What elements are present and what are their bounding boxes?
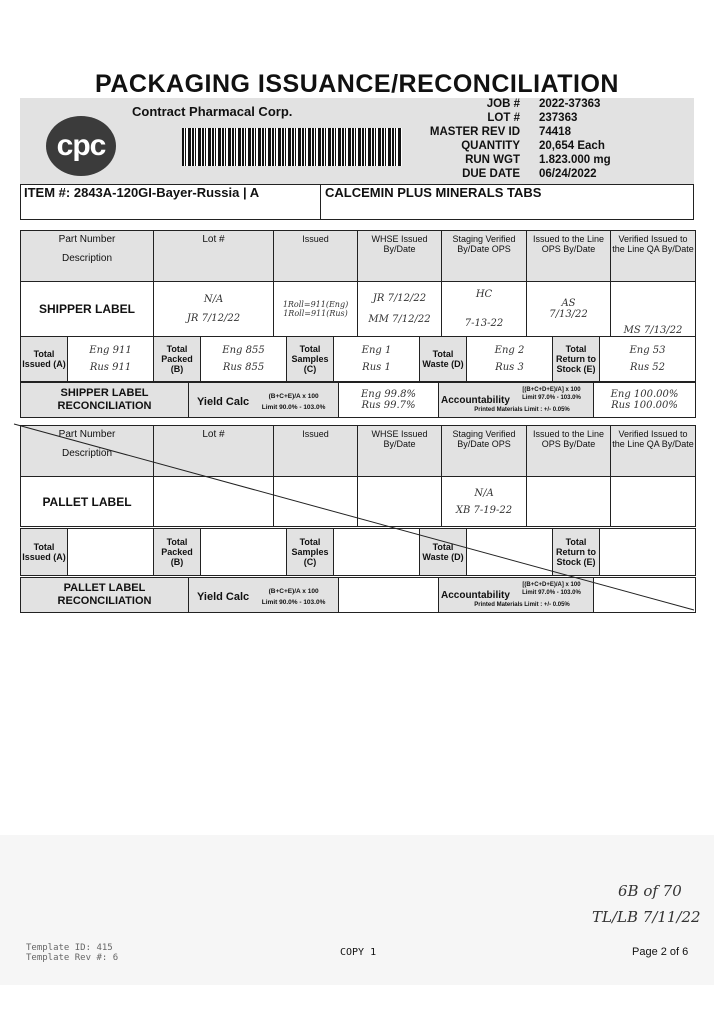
due-date-value: 06/24/2022 <box>539 168 597 180</box>
total-issued-value: Eng 911 Rus 911 <box>68 337 154 382</box>
total-return-value: Eng 53 Rus 52 <box>600 337 696 382</box>
pallet-total-packed-label: Total Packed (B) <box>154 529 201 576</box>
lot-header: Lot # <box>154 231 274 282</box>
run-wgt-label: RUN WGT <box>465 154 520 166</box>
handwritten-initials: TL/LB 7/11/22 <box>592 908 701 926</box>
verified-header: Verified Issued to the Line QA By/Date <box>611 231 696 282</box>
handwritten-count: 6B of 70 <box>618 882 682 900</box>
pallet-part-number-header: Part Number Description <box>21 426 154 477</box>
total-return-label: Total Return to Stock (E) <box>553 337 600 382</box>
pallet-line-header: Issued to the Line OPS By/Date <box>527 426 611 477</box>
pallet-total-return-label: Total Return to Stock (E) <box>553 529 600 576</box>
quantity-value: 20,654 Each <box>539 140 605 152</box>
item-code: 2843A-120GI-Bayer-Russia | A <box>73 185 260 200</box>
pallet-total-waste-label: Total Waste (D) <box>420 529 467 576</box>
total-issued-label: Total Issued (A) <box>21 337 68 382</box>
pallet-total-issued-label: Total Issued (A) <box>21 529 68 576</box>
shipper-issued-cell: 1Roll=911(Eng) 1Roll=911(Rus) <box>274 282 358 337</box>
line-header: Issued to the Line OPS By/Date <box>527 231 611 282</box>
master-rev-value: 74418 <box>539 126 571 138</box>
total-packed-value: Eng 855 Rus 855 <box>201 337 287 382</box>
quantity-label: QUANTITY <box>461 140 520 152</box>
shipper-yield-value: Eng 99.8% Rus 99.7% <box>339 383 439 418</box>
total-waste-value: Eng 2 Rus 3 <box>467 337 553 382</box>
job-value: 2022-37363 <box>539 98 601 110</box>
master-rev-label: MASTER REV ID <box>429 126 520 138</box>
shipper-line-cell: AS 7/13/22 <box>527 282 611 337</box>
shipper-recon-label: SHIPPER LABEL RECONCILIATION <box>21 383 189 418</box>
pallet-lot-header: Lot # <box>154 426 274 477</box>
total-packed-label: Total Packed (B) <box>154 337 201 382</box>
pallet-yield-calc: Yield Calc (B+C+E)/A x 100 Limit 90.0% - 103.0% <box>189 578 339 613</box>
job-label: JOB # <box>486 98 520 110</box>
item-label: ITEM #: <box>24 185 71 200</box>
shipper-lot-cell: N/A JR 7/12/22 <box>154 282 274 337</box>
template-id: Template ID: 415 <box>26 943 113 953</box>
part-number-header: Part Number Description <box>21 231 154 282</box>
pallet-issued-header: Issued <box>274 426 358 477</box>
page-title: PACKAGING ISSUANCE/RECONCILIATION <box>95 70 619 98</box>
shipper-label-cell: SHIPPER LABEL <box>21 282 154 337</box>
pallet-staging-cell: N/A XB 7-19-22 <box>442 477 527 527</box>
pallet-total-samples-label: Total Samples (C) <box>287 529 334 576</box>
pallet-recon-label: PALLET LABEL RECONCILIATION <box>21 578 189 613</box>
shipper-verified-cell: MS 7/13/22 <box>611 282 696 337</box>
pallet-accountability: Accountability [(B+C+D+E)/A] x 100 Limit 97.0% - 103.0% Printed Materials Limit : +/- 0.05% <box>439 578 594 613</box>
page-number: Page 2 of 6 <box>632 946 689 958</box>
shipper-whse-cell: JR 7/12/22 MM 7/12/22 <box>358 282 442 337</box>
item-name: CALCEMIN PLUS MINERALS TABS <box>321 185 694 220</box>
template-rev: Template Rev #: 6 <box>26 953 119 963</box>
whse-header: WHSE Issued By/Date <box>358 231 442 282</box>
due-date-label: DUE DATE <box>462 168 520 180</box>
shipper-accountability-value: Eng 100.00% Rus 100.00% <box>594 383 696 418</box>
pallet-staging-header: Staging Verified By/Date OPS <box>442 426 527 477</box>
pallet-verified-header: Verified Issued to the Line QA By/Date <box>611 426 696 477</box>
shipper-yield-calc: Yield Calc (B+C+E)/A x 100 Limit 90.0% - 103.0% <box>189 383 339 418</box>
company-name: Contract Pharmacal Corp. <box>132 104 293 119</box>
lot-label: LOT # <box>487 112 520 124</box>
total-waste-label: Total Waste (D) <box>420 337 467 382</box>
run-wgt-value: 1.823.000 mg <box>539 154 611 166</box>
shipper-accountability: Accountability [(B+C+D+E)/A] x 100 Limit 97.0% - 103.0% Printed Materials Limit : +/- 0.05% <box>439 383 594 418</box>
issued-header: Issued <box>274 231 358 282</box>
total-samples-value: Eng 1 Rus 1 <box>334 337 420 382</box>
lot-value: 237363 <box>539 112 578 124</box>
pallet-whse-header: WHSE Issued By/Date <box>358 426 442 477</box>
company-logo: cpc <box>46 116 116 176</box>
copy-label: COPY 1 <box>340 947 377 958</box>
total-samples-label: Total Samples (C) <box>287 337 334 382</box>
shipper-staging-cell: HC 7-13-22 <box>442 282 527 337</box>
staging-header: Staging Verified By/Date OPS <box>442 231 527 282</box>
pallet-label-cell: PALLET LABEL <box>21 477 154 527</box>
